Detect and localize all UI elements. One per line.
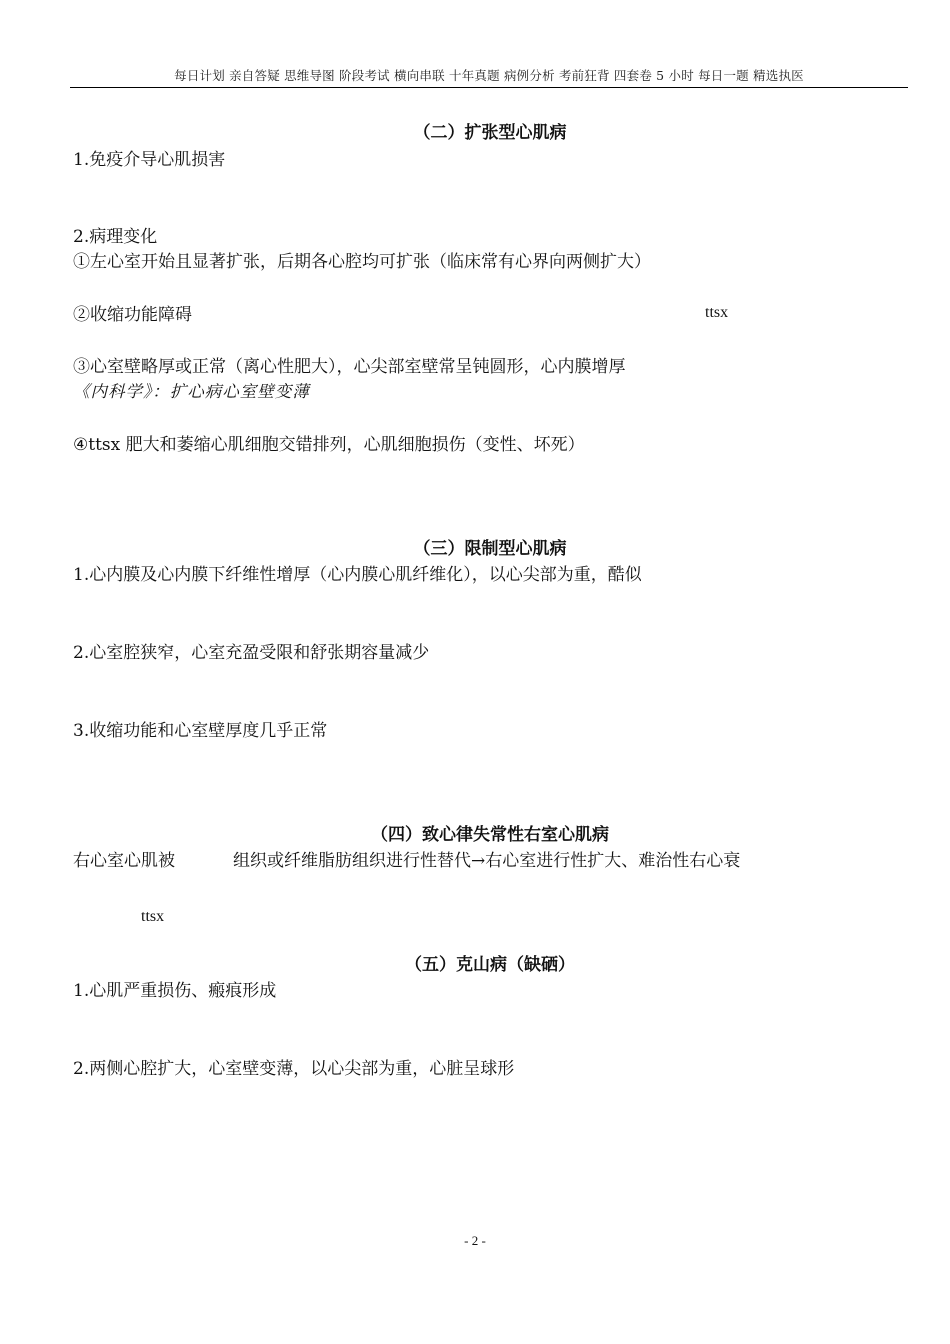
keshan-item-1: 1.心肌严重损伤、瘢痕形成 — [73, 981, 277, 1001]
rcm-item-1: 1.心内膜及心内膜下纤维性增厚（心内膜心肌纤维化），以心尖部为重，酷似 — [73, 565, 642, 585]
keshan-item-2: 2.两侧心腔扩大，心室壁变薄，以心尖部为重，心脏呈球形 — [73, 1059, 515, 1079]
section-title-rcm: （三）限制型心肌病 — [413, 539, 567, 559]
ttsx-mark: ttsx — [705, 304, 729, 321]
dcm-sub-1: ①左心室开始且显著扩张，后期各心腔均可扩张（临床常有心界向两侧扩大） — [73, 252, 651, 272]
arvc-line-part-1: 右心室心肌被 — [73, 851, 175, 871]
dcm-sub-3: ③心室壁略厚或正常（离心性肥大），心尖部室壁常呈钝圆形，心内膜增厚 — [73, 357, 626, 377]
dcm-note: 《内科学》：扩心病心室壁变薄 — [73, 382, 310, 401]
rcm-item-2: 2.心室腔狭窄，心室充盈受限和舒张期容量减少 — [73, 643, 430, 663]
page-header: 每日计划 亲自答疑 思维导图 阶段考试 横向串联 十年真题 病例分析 考前狂背 四套卷 5 小时 每日一题 精选执医 — [174, 68, 804, 83]
header-divider — [70, 87, 908, 88]
dcm-sub-2: ②收缩功能障碍 — [73, 305, 192, 325]
rcm-item-3: 3.收缩功能和心室壁厚度几乎正常 — [73, 721, 328, 741]
dcm-item-2: 2.病理变化 — [73, 227, 158, 247]
arvc-line-part-2: 组织或纤维脂肪组织进行性替代→右心室进行性扩大、难治性右心衰 — [233, 851, 741, 871]
arvc-line — [73, 846, 740, 871]
section-title-arvc: （四）致心律失常性右室心肌病 — [371, 825, 609, 845]
section-title-dcm: （二）扩张型心肌病 — [413, 123, 567, 143]
dcm-item-1: 1.免疫介导心肌损害 — [73, 150, 226, 170]
dcm-sub-4: ④ttsx 肥大和萎缩心肌细胞交错排列，心肌细胞损伤（变性、坏死） — [73, 435, 585, 455]
ttsx-mark-2: ttsx — [141, 908, 165, 925]
section-title-keshan: （五）克山病（缺硒） — [405, 955, 575, 975]
page-number: - 2 - — [464, 1233, 486, 1248]
